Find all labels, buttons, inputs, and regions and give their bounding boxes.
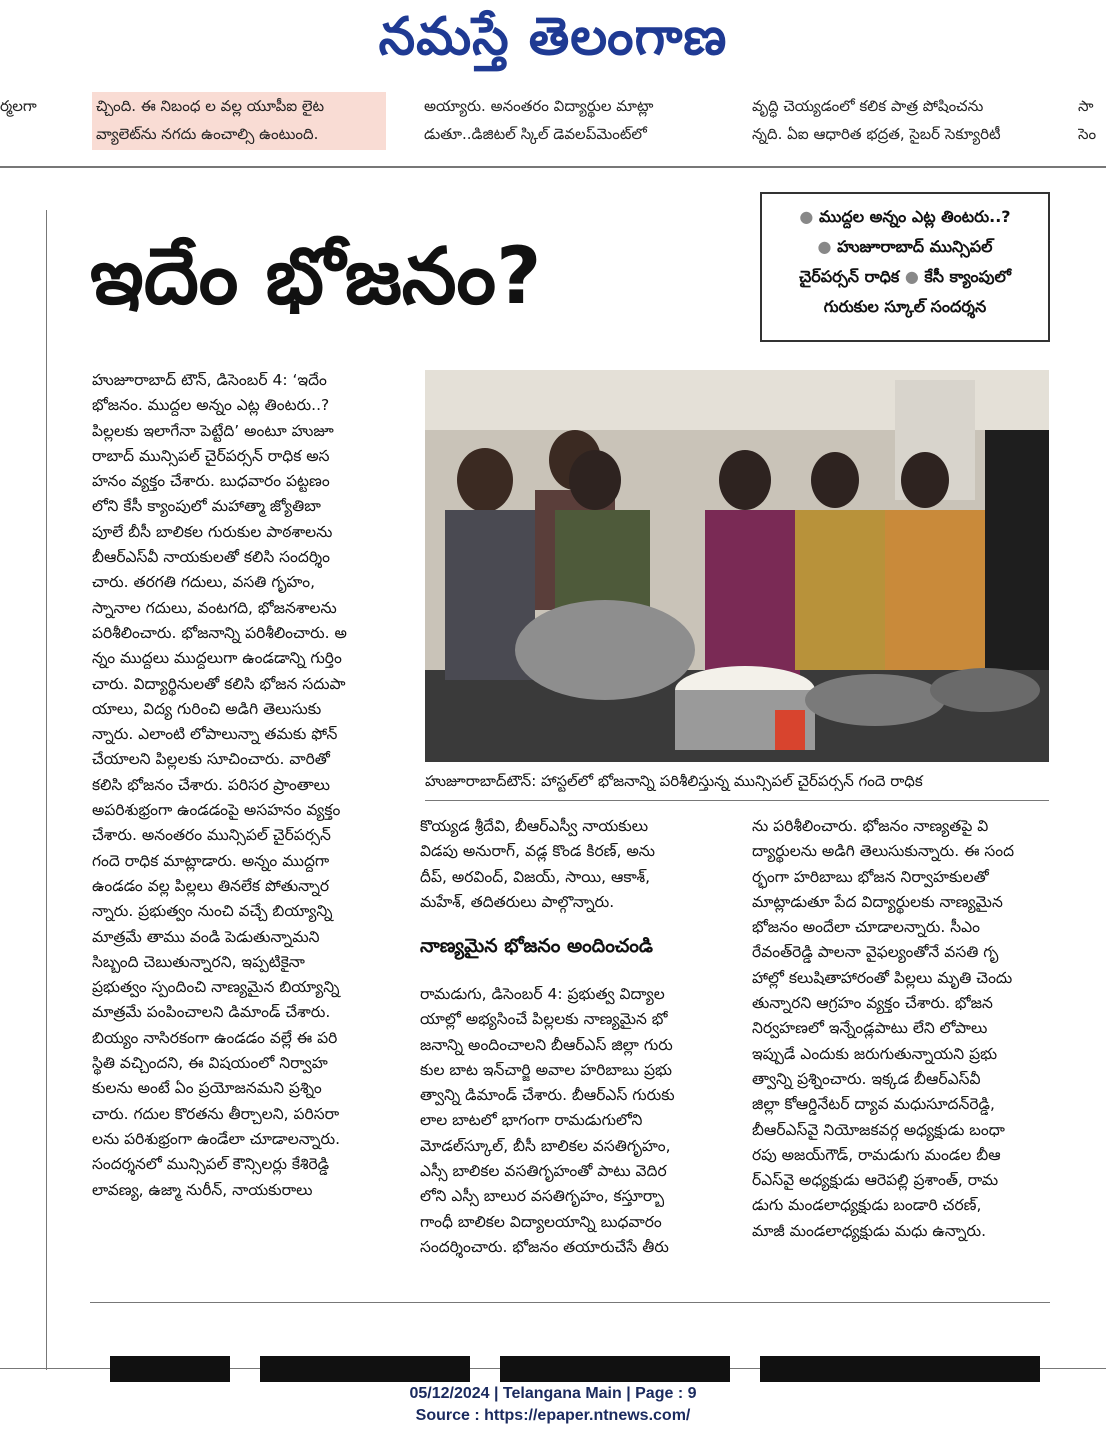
text-line: గందె రాధిక మాట్లాడారు. అన్నం ముద్దగా [92, 851, 330, 870]
tag-line-2: ● హుజూరాబాద్ మున్సిపల్ [817, 237, 993, 256]
text-line: పిల్లలకు ఇలాగేనా పెట్టేది’ అంటూ హుజూ [92, 421, 334, 440]
text-line: చారు. గదుల కొరతను తీర్చాలని, పరిసరా [92, 1104, 340, 1123]
text-line: మాజీ మండలాధ్యక్షుడు మధు ఉన్నారు. [752, 1221, 986, 1240]
strip-col-1: ర్మలగా [0, 97, 37, 115]
text-line: తున్నారని ఆగ్రహం వ్యక్తం చేశారు. భోజన [752, 994, 993, 1013]
article-column-3 [752, 814, 1050, 1244]
text-line: బీఆర్‌ఎస్‌వీ నాయకులతో కలిసి సందర్శిం [92, 548, 331, 567]
strip-line: వృద్ధి చెయ్యడంలో కలిక పాత్ర పోషించను [752, 97, 984, 115]
text-line: మాత్రమే పంపించాలని డిమాండ్ చేశారు. [92, 1003, 331, 1022]
article-column-1 [92, 368, 390, 1203]
source-link[interactable]: Source : https://epaper.ntnews.com/ [415, 1407, 691, 1424]
tag-line-3: చైర్‌పర్సన్ రాధిక ● కేసీ క్యాంపులో [799, 267, 1011, 286]
text-line: నిర్వహణలో ఇన్నేండ్లపాటు లేని లోపాలు [752, 1019, 988, 1038]
text-line: ఎస్సీ బాలికల వసతిగృహంతో పాటు వెదిర [420, 1162, 667, 1181]
text-line: హాల్లో కలుషితాహారంతో పిల్లలు మృతి చెందు [752, 968, 1013, 987]
text-line: హుజూరాబాద్ టౌన్, డిసెంబర్ 4: ‘ఇదేం [92, 371, 327, 389]
text-line: విడపు అనురాగ్, వడ్ల కొండ కిరణ్, అను [420, 842, 655, 861]
edition-info: 05/12/2024 | Telangana Main | Page : 9 [409, 1385, 697, 1402]
text-line: పరిశీలించారు. భోజనాన్ని పరిశీలించారు. అ [92, 623, 347, 642]
text-line: లోని ఎస్సీ బాలుర వసతిగృహం, కస్తూర్బా [420, 1187, 665, 1206]
top-divider [0, 166, 1106, 168]
text-line: రేవంత్‌రెడ్డి పాలనా వైఫల్యంతోనే వసతి గృ [752, 943, 999, 962]
text-line: లను పరిశుభ్రంగా ఉండేలా చూడాలన్నారు. [92, 1129, 340, 1148]
strip-line: డుతూ..డిజిటల్ స్కిల్ డెవలప్‌మెంట్‌లో [424, 125, 647, 143]
article-bottom-rule [90, 1302, 1050, 1303]
text-line: రాబాద్ మున్సిపల్ చైర్‌పర్సన్ రాధిక అస [92, 446, 330, 465]
text-line: త్వాన్ని డిమాండ్ చేశారు. బీఆర్‌ఎస్ గురుకు [420, 1086, 675, 1105]
text-line: న్నారు. ఎలాంటి లోపాలున్నా తమకు ఫోన్ [92, 725, 338, 744]
text-line: ర్‌ఎస్‌వై అధ్యక్షుడు ఆరెపల్లి ప్రశాంత్, రామ [752, 1171, 999, 1190]
strip-line: అయ్యారు. అనంతరం విద్యార్థుల మాట్లా [424, 97, 654, 115]
text-line: యాల్లో అభ్యసించే పిల్లలకు నాణ్యమైన భో [420, 1010, 668, 1029]
text-line: కలిసి భోజనం చేశారు. పరిసర ప్రాంతాలు [92, 775, 331, 794]
text-line: హనం వ్యక్తం చేశారు. బుధవారం పట్టణం [92, 472, 330, 491]
strip-col-5: సా సెం [1078, 97, 1097, 143]
text-line: సందర్శించారు. భోజనం తయారుచేసే తీరు [420, 1237, 669, 1256]
page-footer [0, 1383, 1106, 1427]
masthead [0, 0, 1106, 90]
text-line: డుగు మండలాధ్యక్షుడు బండారి చరణ్, [752, 1196, 982, 1215]
text-line: జిల్లా కోఆర్డినేటర్ ద్యావ మధుసూదన్‌రెడ్డి, [752, 1095, 995, 1114]
strip-line: చ్చింది. ఈ నిబంధ ల వల్ల యూపీఐ లైట [96, 97, 325, 115]
text-line: స్థితి వచ్చిందని, ఈ విషయంలో నిర్వాహ [92, 1054, 328, 1073]
text-line: త్వాన్ని ప్రశ్నించారు. ఇక్కడ బీఆర్‌ఎస్‌వీ [752, 1069, 981, 1088]
next-article-headline-fragment [110, 1352, 1060, 1382]
text-line: ఉండడం వల్ల పిల్లలు తినలేక పోతున్నార [92, 876, 330, 895]
text-line: మోడల్‌స్కూల్, బీసీ బాలికల వసతిగృహం, [420, 1136, 671, 1155]
text-line: బీఆర్‌ఎస్‌వై నియోజకవర్గ అధ్యక్షుడు బంధా [752, 1120, 1005, 1139]
strip-line: న్నది. ఏఐ ఆధారిత భద్రత, సైబర్ సెక్యూరిటీ [752, 125, 1001, 143]
text-line: భోజనం అందేలా చూడాలన్నారు. సీఎం [752, 918, 980, 937]
text-line: లావణ్య, ఉజ్మా నురీన్, నాయకురాలు [92, 1180, 313, 1199]
text-line: సందర్శనలో మున్సిపల్ కౌన్సిలర్లు కేశిరెడ్డి [92, 1155, 330, 1174]
article-headline: ఇదేం భోజనం? [90, 232, 542, 322]
text-line: చేశారు. అనంతరం మున్సిపల్ చైర్‌పర్సన్ [92, 826, 331, 845]
text-line: ప్రభుత్వం స్పందించి నాణ్యమైన బియ్యాన్ని [92, 978, 340, 997]
photo-caption: హుజూరాబాద్‌టౌన్: హాస్టల్‌లో భోజనాన్ని పరిశీలిస్తున్న మున్సిపల్ చైర్‌పర్సన్ గందె రాధిక [425, 772, 923, 790]
left-column-rule [46, 210, 47, 1370]
text-line: జనాన్ని అందించాలని బీఆర్‌ఎస్ జిల్లా గురు [420, 1035, 673, 1054]
tag-line-4: గురుకుల స్కూల్ సందర్శన [823, 297, 987, 316]
text-line: గాంధీ బాలికల విద్యాలయాన్ని బుధవారం [420, 1212, 662, 1231]
sub-headline: నాణ్యమైన భోజనం అందించండి [420, 935, 653, 957]
text-line: కులను అంటే ఏం ప్రయోజనమని ప్రశ్నిం [92, 1079, 322, 1098]
text-line: ను పరిశీలించారు. భోజనం నాణ్యతపై వి [752, 817, 989, 835]
text-line: న్నారు. ప్రభుత్వం నుంచి వచ్చే బియ్యాన్ని [92, 902, 333, 921]
strip-line: వ్యాలెట్‌ను నగదు ఉంచాల్సి ఉంటుంది. [96, 125, 319, 143]
text-line: రపు అజయ్‌గౌడ్, రామడుగు మండల బీఆ [752, 1145, 1001, 1164]
text-line: సిబ్బంది చెబుతున్నారని, ఇప్పటికైనా [92, 952, 305, 971]
text-line: ద్యార్థులను అడిగి తెలుసుకున్నారు. ఈ సంద [752, 842, 1015, 861]
strip-col-2 [92, 92, 386, 150]
text-line: మాత్రమే తాము వండి పెడుతున్నామని [92, 927, 320, 946]
text-line: లాల బాటలో భాగంగా రామడుగులోని [420, 1111, 643, 1130]
text-line: మహేశ్, తదితరులు పాల్గొన్నారు. [420, 892, 615, 911]
text-line: దీప్, అరవింద్, విజయ్, సాయి, ఆకాశ్, [420, 867, 651, 886]
strip-col-3 [424, 92, 730, 148]
text-line: చారు. విద్యార్థినులతో కలిసి భోజన సదుపా [92, 674, 346, 693]
article-column-2-bottom [420, 982, 720, 1260]
text-line: న్నం ముద్దలు ముద్దలుగా ఉండడాన్ని గుర్తిం [92, 649, 342, 668]
text-line: స్నానాల గదులు, వంటగది, భోజనశాలను [92, 598, 337, 617]
text-line: భోజనం. ముద్దల అన్నం ఎట్ల తింటరు..? [92, 396, 330, 415]
strip-col-4 [752, 92, 1058, 148]
text-line: చారు. తరగతి గదులు, వసతి గృహం, [92, 573, 316, 592]
text-line: చేయాలని పిల్లలకు సూచించారు. వారితో [92, 750, 330, 769]
text-line: యాలు, విద్య గురించి అడిగి తెలుసుకు [92, 699, 322, 718]
article-column-2-top [420, 814, 720, 915]
text-line: కొయ్యడ శ్రీదేవి, బీఆర్‌ఎస్వీ నాయకులు [420, 817, 649, 835]
text-line: ఇప్పుడే ఎందుకు జరుగుతున్నాయని ప్రభు [752, 1044, 998, 1063]
tag-line-1: ● ముద్దల అన్నం ఎట్ల తింటరు..? [799, 207, 1011, 226]
text-line: లోని కేసీ క్యాంపులో మహాత్మా జ్యోతిబా [92, 497, 321, 516]
text-line: రామడుగు, డిసెంబర్ 4: ప్రభుత్వ విద్యాల [420, 985, 665, 1003]
kitchen-scene-image [425, 370, 1049, 762]
text-line: ర్భంగా హరిబాబు భోజన నిర్వాహకులతో [752, 867, 989, 886]
text-line: పూలే బీసీ బాలికల గురుకుల పాఠశాలను [92, 522, 333, 541]
caption-rule [425, 800, 1049, 801]
text-line: కుల బాట ఇన్‌చార్జి అవాల హరిబాబు ప్రభు [420, 1060, 672, 1079]
text-line: బియ్యం నాసిరకంగా ఉండడం వల్లే ఈ పరి [92, 1028, 338, 1047]
article-photo [425, 370, 1049, 762]
cropped-headline-image [110, 1352, 1060, 1382]
newspaper-logo: నమస్తే తెలంగాణ [378, 6, 728, 67]
text-line: మాట్లాడుతూ పేద విద్యార్థులకు నాణ్యమైన [752, 892, 1003, 911]
tag-box [760, 192, 1050, 342]
text-line: అపరిశుభ్రంగా ఉండడంపై అసహనం వ్యక్తం [92, 801, 341, 820]
